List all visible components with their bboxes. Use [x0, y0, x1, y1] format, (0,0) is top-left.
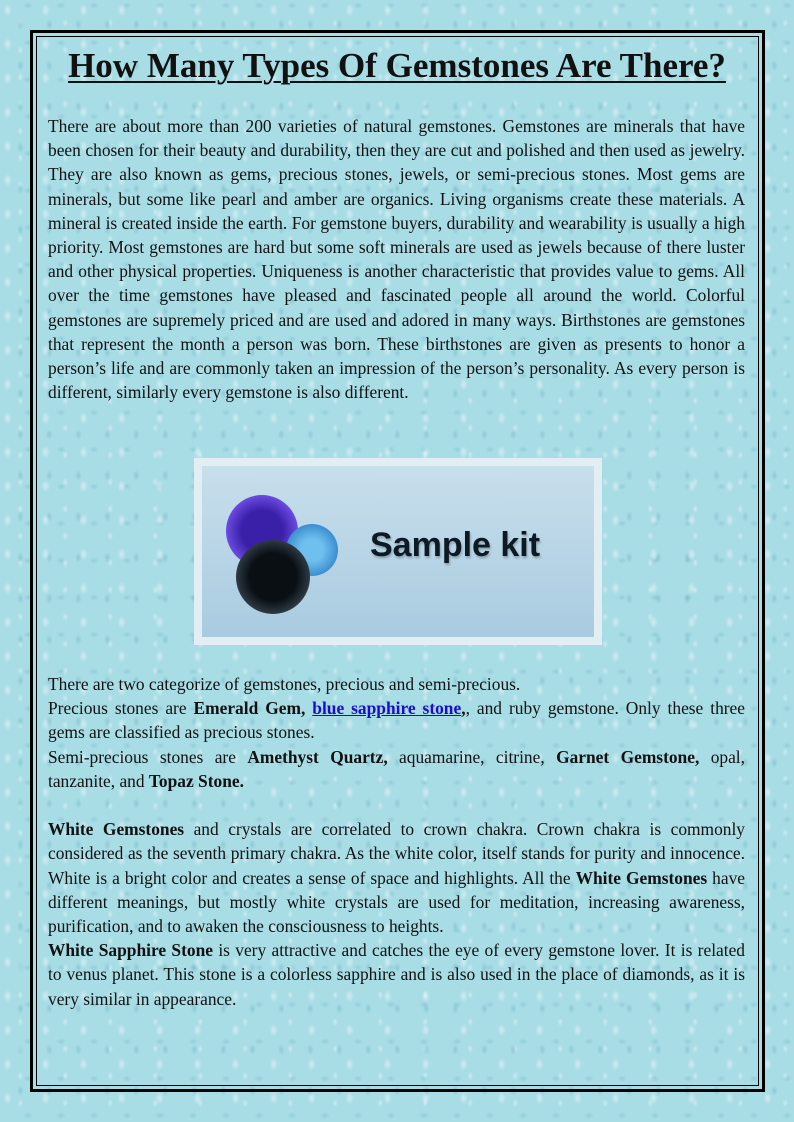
- white-gemstones-text: White Gemstones and crystals are correlated to crown chakra. Crown chakra is commonly considered as the seventh primary chakra. As the white color, itself stands for purity and innocence. White is a bright color and creates a sense of space and highlights. All the White Gemstones have different meanings, but mostly white crystals are used for meditation, increasing awareness, purification, and to awaken the consciousness to heights.: [48, 819, 745, 937]
- types-section: [48, 672, 745, 1011]
- categories-text: There are two categorize of gemstones, precious and semi-precious.: [48, 674, 521, 694]
- semi-precious-text: Semi-precious stones are Amethyst Quartz, aquamarine, citrine, Garnet Gemstone, opal, tanzanite, and Topaz Stone.: [48, 746, 745, 791]
- intro-text: There are about more than 200 varieties of natural gemstones. Gemstones are minerals that have been chosen for their beauty and durability, then they are cut and polished and then used as jewelry. They are also known as gems, precious stones, jewels, or semi-precious stones. Most gems are minerals, but some like pearl and amber are organics. Living organisms create these materials. A mineral is created inside the earth. For gemstone buyers, durability and wearability is usually a high priority. Most gemstones are hard but some soft minerals are used as jewels because of there luster and other physical properties. Uniqueness is another characteristic that provides value to gems. All over the time gemstones have pleased and fascinated people all around the world. Colorful gemstones are supremely priced and are used and adored in many ways. Birthstones are gemstones that represent the month a person was born. These birthstones are given as presents to honor a person’s life and are commonly taken an impression of the person’s personality. As every person is different, similarly every gemstone is also different.: [48, 116, 745, 403]
- blue-sapphire-link[interactable]: blue sapphire stone: [312, 698, 462, 719]
- intro-paragraph: [48, 114, 745, 404]
- sample-kit-image: [194, 458, 602, 645]
- image-caption: Sample kit: [370, 526, 541, 564]
- precious-text: Precious stones are Emerald Gem, blue sapphire stone,, and ruby gemstone. Only these three gems are classified as precious stones.: [48, 698, 745, 743]
- page-title: How Many Types Of Gemstones Are There?: [68, 46, 726, 85]
- white-sapphire-text: White Sapphire Stone is very attractive and catches the eye of every gemstone lover. It is related to venus planet. This stone is a colorless sapphire and is also used in the place of diamonds, as it is very similar in appearance.: [48, 940, 745, 1009]
- black-gem-icon: [236, 540, 310, 614]
